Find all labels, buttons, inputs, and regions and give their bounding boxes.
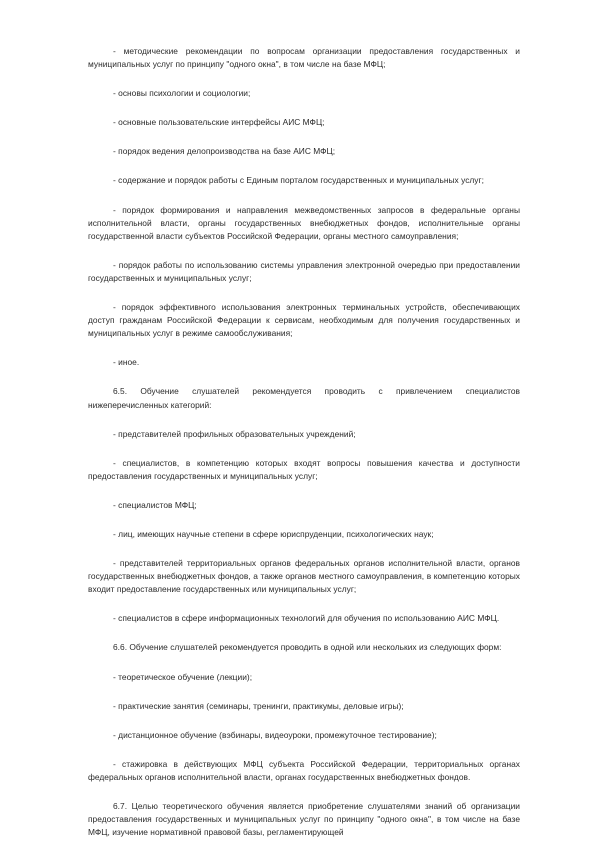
paragraph: - теоретическое обучение (лекции); [113,671,253,682]
paragraph: - порядок эффективного использования электронных терминальных устройств, обеспечивающих доступ гражданам Российской Федерации к сервисам, необходимым для получения государственных и муниципальных услуг в режиме самообслуживания; [88,302,520,339]
paragraph: - порядок работы по использованию системы управления электронной очередью при предоставлении государственных и муниципальных услуг; [88,259,520,283]
paragraph: - практические занятия (семинары, тренинги, практикумы, деловые игры); [113,700,404,711]
document-body [88,45,520,839]
paragraph: - специалистов, в компетенцию которых входят вопросы повышения качества и доступности предоставления государственных и муниципальных услуг; [88,457,520,481]
paragraph: - представителей профильных образовательных учреждений; [113,428,356,439]
paragraph-section-6-6: 6.6. Обучение слушателей рекомендуется проводить в одной или нескольких из следующих форм: [113,642,502,653]
paragraph: - специалистов МФЦ; [113,499,197,510]
paragraph: - основные пользовательские интерфейсы АИС МФЦ; [113,117,325,128]
paragraph: - основы психологии и социологии; [113,88,251,99]
paragraph-section-6-7: 6.7. Целью теоретического обучения является приобретение слушателями знаний об организации предоставления государственных и муниципальных услуг по принципу "одного окна", в том числе на базе МФЦ, изучение нормативной правовой базы, регламентирующей [88,801,520,838]
paragraph: - специалистов в сфере информационных технологий для обучения по использованию АИС МФЦ. [113,613,500,624]
paragraph: - стажировка в действующих МФЦ субъекта Российской Федерации, территориальных органах федеральных органов исполнительной власти, органах государственных внебюджетных фондов. [88,758,520,782]
paragraph: - содержание и порядок работы с Единым порталом государственных и муниципальных услуг; [113,175,484,186]
paragraph: - представителей территориальных органов федеральных органов исполнительной власти, органов государственных внебюджетных фондов, а также органов местного самоуправления, в компетенцию которых входит предоставление государственных или муниципальных услуг; [88,558,520,595]
paragraph: - иное. [113,357,140,368]
paragraph: - лиц, имеющих научные степени в сфере юриспруденции, психологических наук; [113,528,434,539]
paragraph-section-6-5: 6.5. Обучение слушателей рекомендуется проводить с привлечением специалистов нижеперечисленных категорий: [88,386,520,410]
paragraph: - порядок формирования и направления межведомственных запросов в федеральные органы исполнительной власти, органы государственных внебюджетных фондов, исполнительные органы государственной власти субъектов Российской Федерации, органы местного самоуправления; [88,204,520,241]
paragraph: - дистанционное обучение (вэбинары, видеоуроки, промежуточное тестирование); [113,729,437,740]
paragraph: - методические рекомендации по вопросам организации предоставления государственных и муниципальных услуг по принципу "одного окна", в том числе на базе МФЦ; [88,46,520,70]
paragraph: - порядок ведения делопроизводства на базе АИС МФЦ; [113,146,336,157]
